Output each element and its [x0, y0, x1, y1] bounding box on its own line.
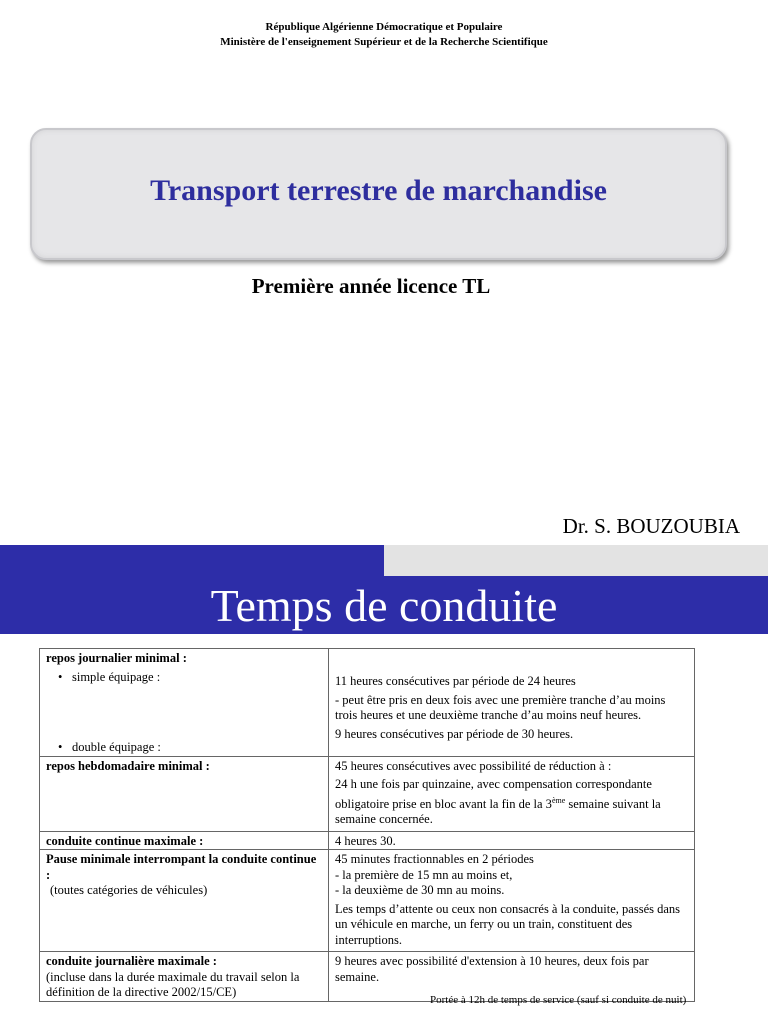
cell-text — [335, 777, 688, 828]
table-cell — [329, 756, 695, 831]
table-row — [40, 850, 695, 952]
superscript: ème — [551, 795, 566, 805]
row-sublabel: (incluse dans la durée maximale du travail selon la définition de la directive 2002/15/CE) — [46, 969, 300, 1000]
table-cell — [40, 831, 329, 850]
institution-header — [0, 20, 768, 50]
cell-text: 45 minutes fractionnables en 2 périodes — [335, 852, 534, 867]
service-time-note: Portée à 12h de temps de service (sauf si conduite de nuit) — [430, 994, 687, 1006]
row-sublabel: (toutes catégories de véhicules) — [50, 883, 208, 898]
list-item: • double équipage : — [46, 740, 322, 756]
row-label: conduite journalière maximale : — [46, 954, 217, 969]
cell-text: - peut être pris en deux fois avec une première tranche d’au moins trois heures et une deuxième tranche d’au moins neuf heures. — [335, 692, 666, 722]
ministry-line: Ministère de l'enseignement Supérieur et de la Recherche Scientifique — [220, 36, 548, 48]
accent-bar-blue — [0, 545, 384, 576]
table-row — [40, 649, 695, 757]
table-cell — [329, 649, 695, 757]
cell-text: 11 heures consécutives par période de 24 heures — [335, 674, 576, 688]
table-cell — [40, 850, 329, 952]
course-level: Première année licence TL — [251, 274, 491, 298]
table-cell — [40, 952, 329, 1002]
republic-line: République Algérienne Démocratique et Populaire — [265, 21, 503, 33]
cell-text: - la première de 15 mn au moins et, — [335, 867, 513, 882]
cell-text: 45 heures consécutives avec possibilité de réduction à : — [335, 758, 612, 773]
cell-text-part: semaine suivant la semaine concernée. — [335, 796, 661, 827]
cell-text: Les temps d’attente ou ceux non consacrés à la conduite, passés dans un véhicule en marche, un ferry ou un train, constituent des interruptions. — [335, 901, 681, 947]
cell-text: 9 heures consécutives par période de 30 heures. — [335, 726, 574, 741]
regulation-table — [39, 648, 695, 1002]
table-cell — [329, 831, 695, 850]
table-cell — [40, 756, 329, 831]
table-cell — [329, 850, 695, 952]
author-name: Dr. S. BOUZOUBIA — [562, 514, 740, 538]
accent-bar-gray — [384, 545, 768, 576]
row-label: repos hebdomadaire minimal : — [46, 758, 210, 773]
table-row — [40, 831, 695, 850]
cell-text: 4 heures 30. — [335, 833, 396, 848]
table-cell — [40, 649, 329, 757]
list-item: • simple équipage : — [46, 670, 322, 686]
row-label: conduite continue maximale : — [46, 833, 204, 848]
row-label: repos journalier minimal : — [46, 651, 187, 665]
regulation-table-wrapper — [39, 648, 695, 1002]
row-label: Pause minimale interrompant la conduite continue : — [46, 852, 317, 882]
cell-text: 9 heures avec possibilité d'extension à 10 heures, deux fois par semaine. — [335, 954, 649, 984]
table-row — [40, 756, 695, 831]
title-box — [30, 128, 727, 260]
slide-title: Temps de conduite — [0, 576, 768, 634]
course-title: Transport terrestre de marchandise — [150, 174, 607, 207]
cell-text: - la deuxième de 30 mn au moins. — [335, 883, 505, 898]
cell-text-part: 24 h une fois par quinzaine, avec compensation correspondante obligatoire prise en bloc avant la fin de la 3 — [335, 777, 652, 811]
